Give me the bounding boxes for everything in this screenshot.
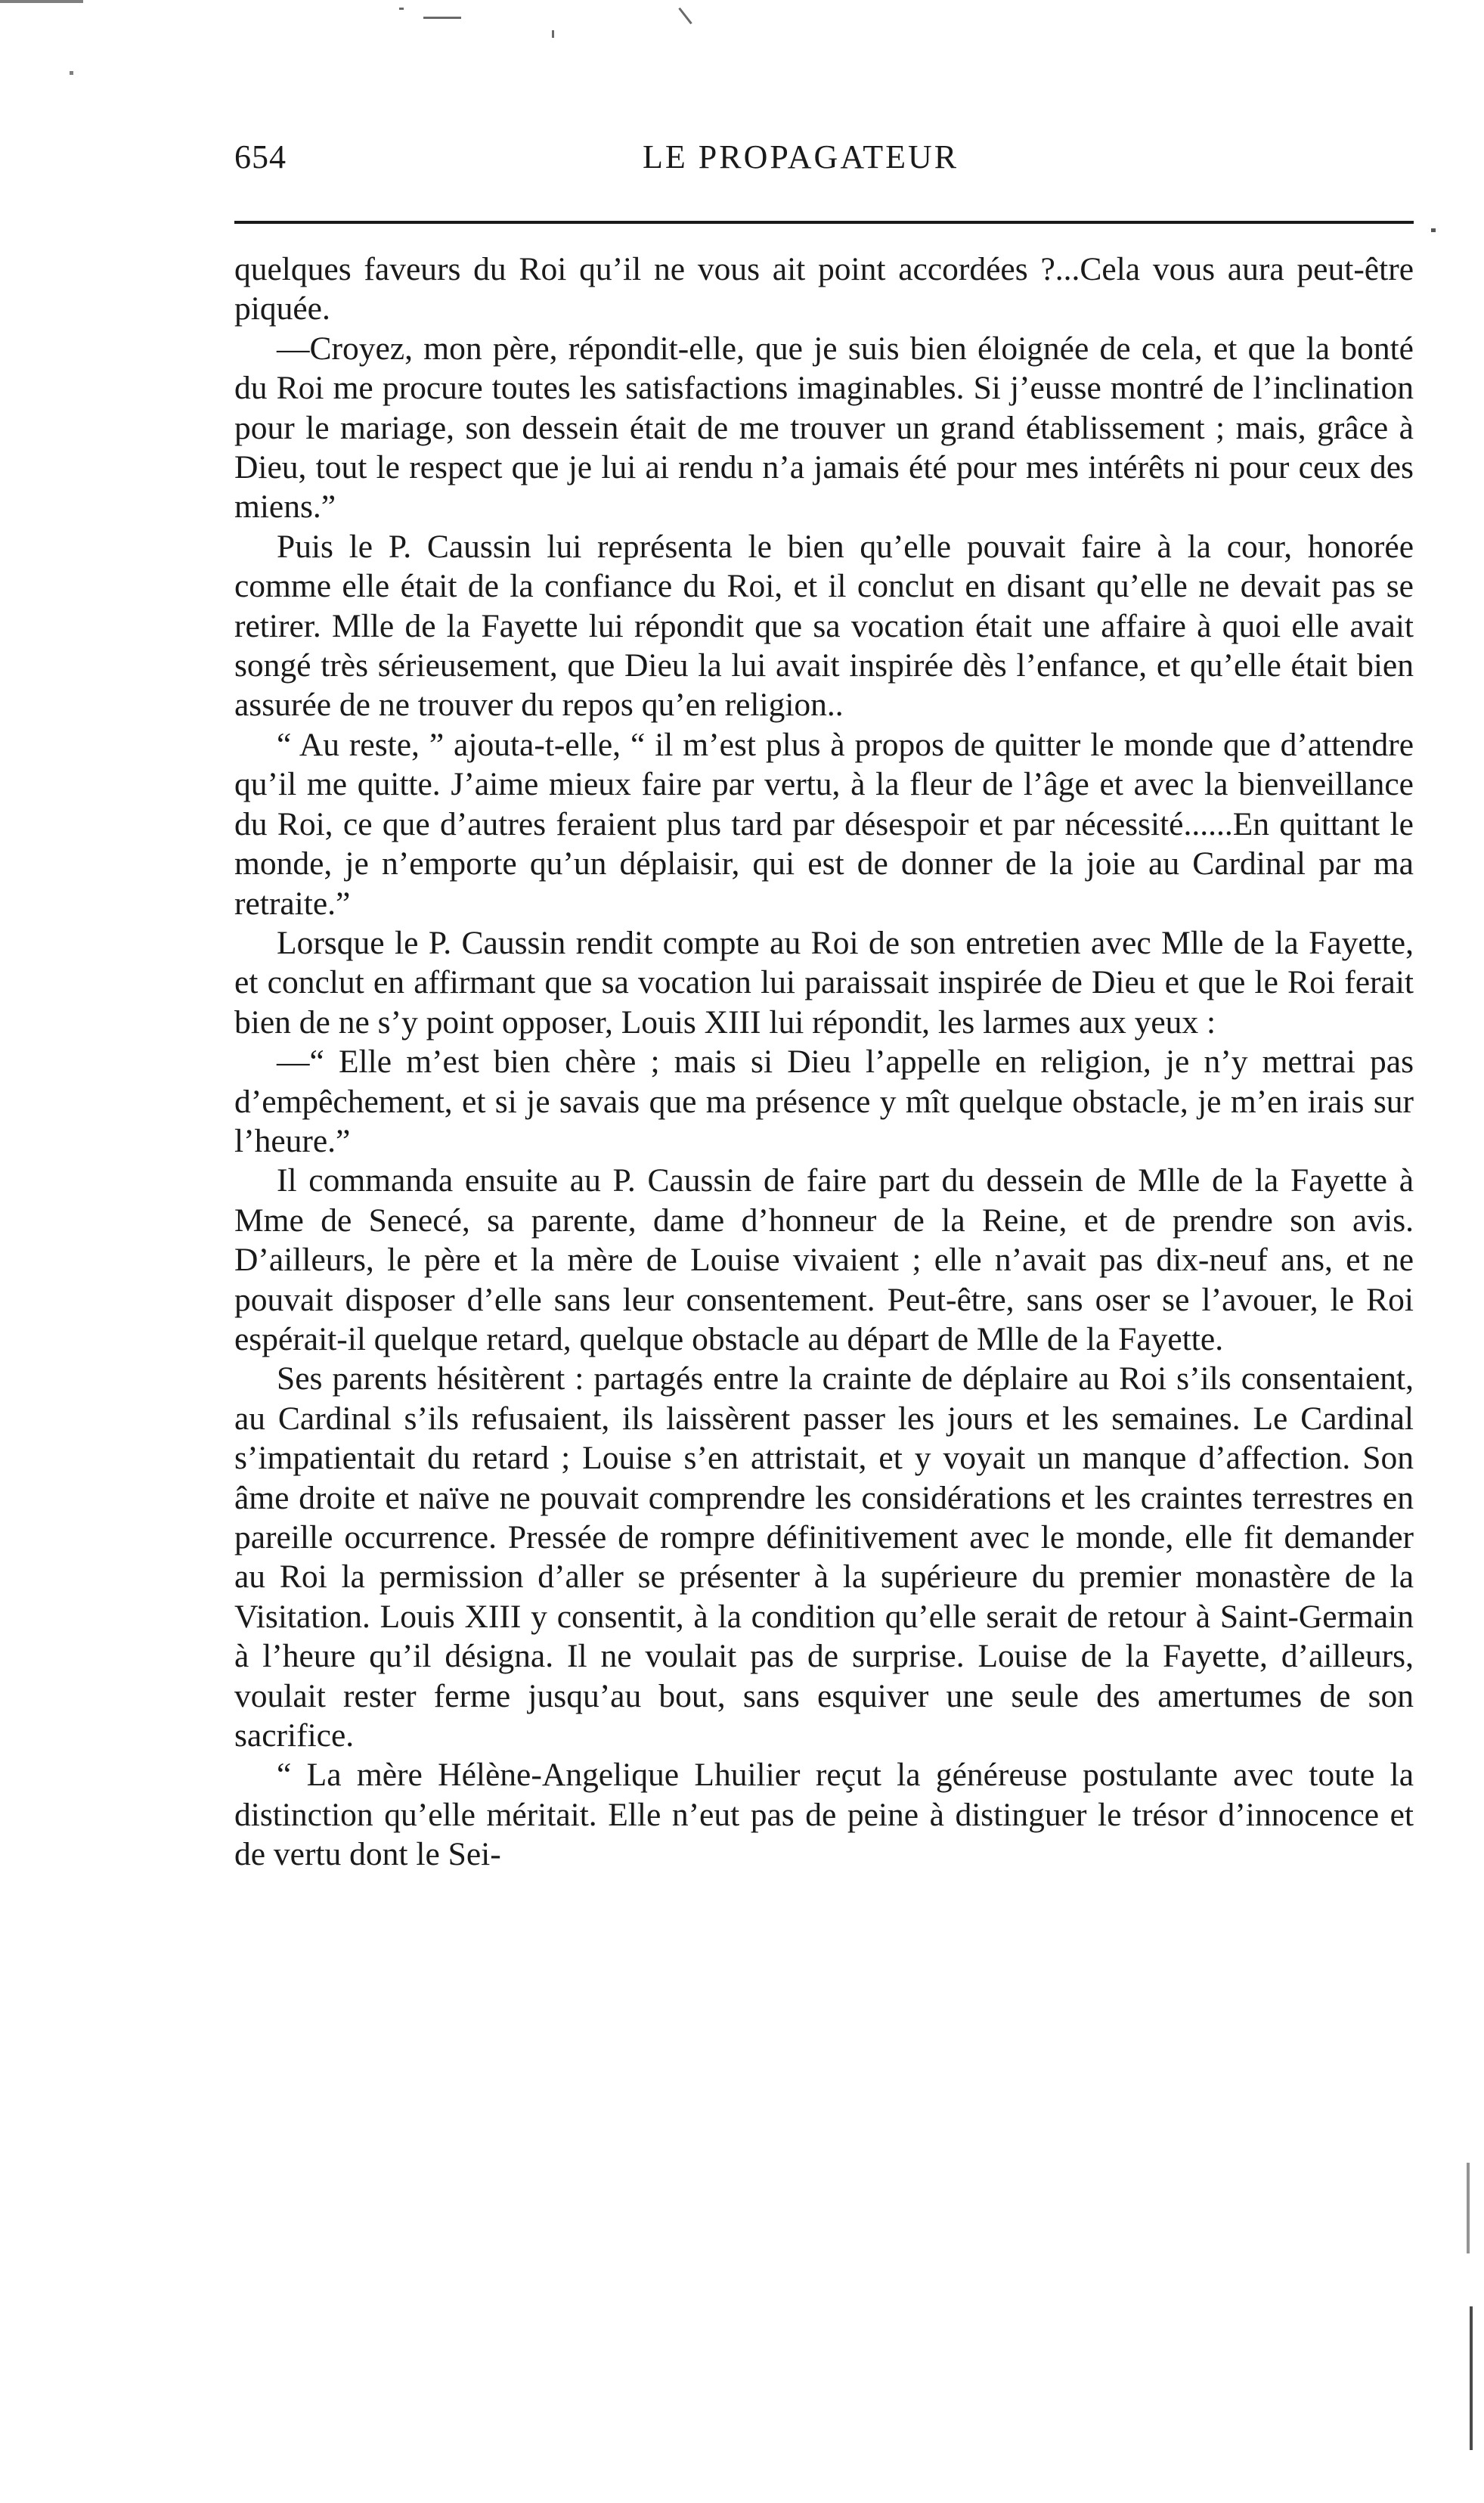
- header-rule: [234, 221, 1414, 224]
- paragraph: Lorsque le P. Caussin rendit compte au Roi de son entretien avec Mlle de la Fayette, et conclut en affirmant que sa vocation lui paraissait inspirée de Dieu et que le Roi ferait bien de ne s’y point opposer, Louis XIII lui répondit, les larmes aux yeux :: [234, 924, 1414, 1041]
- scan-mark-left: [70, 71, 73, 75]
- body-text: [234, 250, 1414, 1875]
- paragraph: —Croyez, mon père, répondit-elle, que je suis bien éloignée de cela, et que la bonté du Roi me procure toutes les satisfactions imaginables. Si j’eusse montré de l’inclination pour le mariage, son dessein était de me trouver un grand établissement ; mais, grâce à Dieu, tout le respect que je lui ai rendu n’a jamais été pour mes intérêts ni pour ceux des miens.”: [234, 330, 1414, 526]
- page-header: [234, 135, 1414, 188]
- page-number: 654: [234, 138, 287, 175]
- scan-mark-top-1: [399, 8, 404, 10]
- running-title: LE PROPAGATEUR: [643, 138, 959, 175]
- scan-mark-top-4: [678, 8, 692, 24]
- paragraph-continued: quelques faveurs du Roi qu’il ne vous ait point accordées ?...Cela vous aura peut-être piquée.: [234, 251, 1414, 327]
- scan-mark-top-3: [552, 30, 554, 38]
- paragraph: Ses parents hésitèrent : partagés entre la crainte de déplaire au Roi s’ils consentaient, au Cardinal s’ils refusaient, ils laissèrent passer les jours et les semaines. Le Cardinal s’impatientait du retard ; Louise s’en attristait, et y voyait un manque d’affection. Son âme droite et naïve ne pouvait comprendre les considérations et les craintes terrestres en pareille occurrence. Pressée de rompre définitivement avec le monde, elle fit demander au Roi la permission d’aller se présenter à la supérieure du premier monastère de la Visitation. Louis XIII y consentit, à la condition qu’elle serait de retour à Saint-Germain à l’heure qu’il désigna. Il ne voulait pas de surprise. Louise de la Fayette, d’ailleurs, voulait rester ferme jusqu’au bout, sans esquiver une seule des amertumes de son sacrifice.: [234, 1360, 1414, 1754]
- paragraph: Il commanda ensuite au P. Caussin de faire part du dessein de Mlle de la Fayette à Mme de Senecé, sa parente, dame d’honneur de la Reine, et de prendre son avis. D’ailleurs, le père et la mère de Louise vivaient ; elle n’avait pas dix-neuf ans, et ne pouvait disposer d’elle sans leur consentement. Peut-être, sans oser se l’avouer, le Roi espérait-il quelque retard, quelque obstacle au départ de Mlle de la Fayette.: [234, 1162, 1414, 1357]
- paragraph: Puis le P. Caussin lui représenta le bien qu’elle pouvait faire à la cour, honorée comme elle était de la confiance du Roi, et il conclut en disant qu’elle ne devait pas se retirer. Mlle de la Fayette lui répondit que sa vocation était une affaire à quoi elle avait songé très sérieusement, que Dieu la lui avait inspirée dès l’enfance, et qu’elle était bien assurée de ne trouver du repos qu’en religion..: [234, 528, 1414, 724]
- scan-mark-right-edge-1: [1467, 2163, 1470, 2253]
- scan-mark-top-left: [0, 0, 83, 3]
- scan-mark-right-edge-2: [1470, 2306, 1473, 2450]
- scan-mark-rule-tail: [1431, 228, 1436, 232]
- scan-mark-top-2: [423, 17, 461, 19]
- paragraph: —“ Elle m’est bien chère ; mais si Dieu l’appelle en religion, je n’y mettrai pas d’empêchement, et si je savais que ma présence y mît quelque obstacle, je m’en irais sur l’heure.”: [234, 1044, 1414, 1159]
- paragraph: “ Au reste, ” ajouta-t-elle, “ il m’est plus à propos de quitter le monde que d’attendre qu’il me quitte. J’aime mieux faire par vertu, à la fleur de l’âge et avec la bienveillance du Roi, ce que d’autres feraient plus tard par désespoir et par nécessité......En quittant le monde, je n’emporte qu’un déplaisir, qui est de donner de la joie au Cardinal par ma retraite.”: [234, 726, 1414, 922]
- paragraph: “ La mère Hélène-Angelique Lhuilier reçut la généreuse postulante avec toute la distinction qu’elle méritait. Elle n’eut pas de peine à distinguer le trésor d’innocence et de vertu dont le Sei-: [234, 1757, 1414, 1873]
